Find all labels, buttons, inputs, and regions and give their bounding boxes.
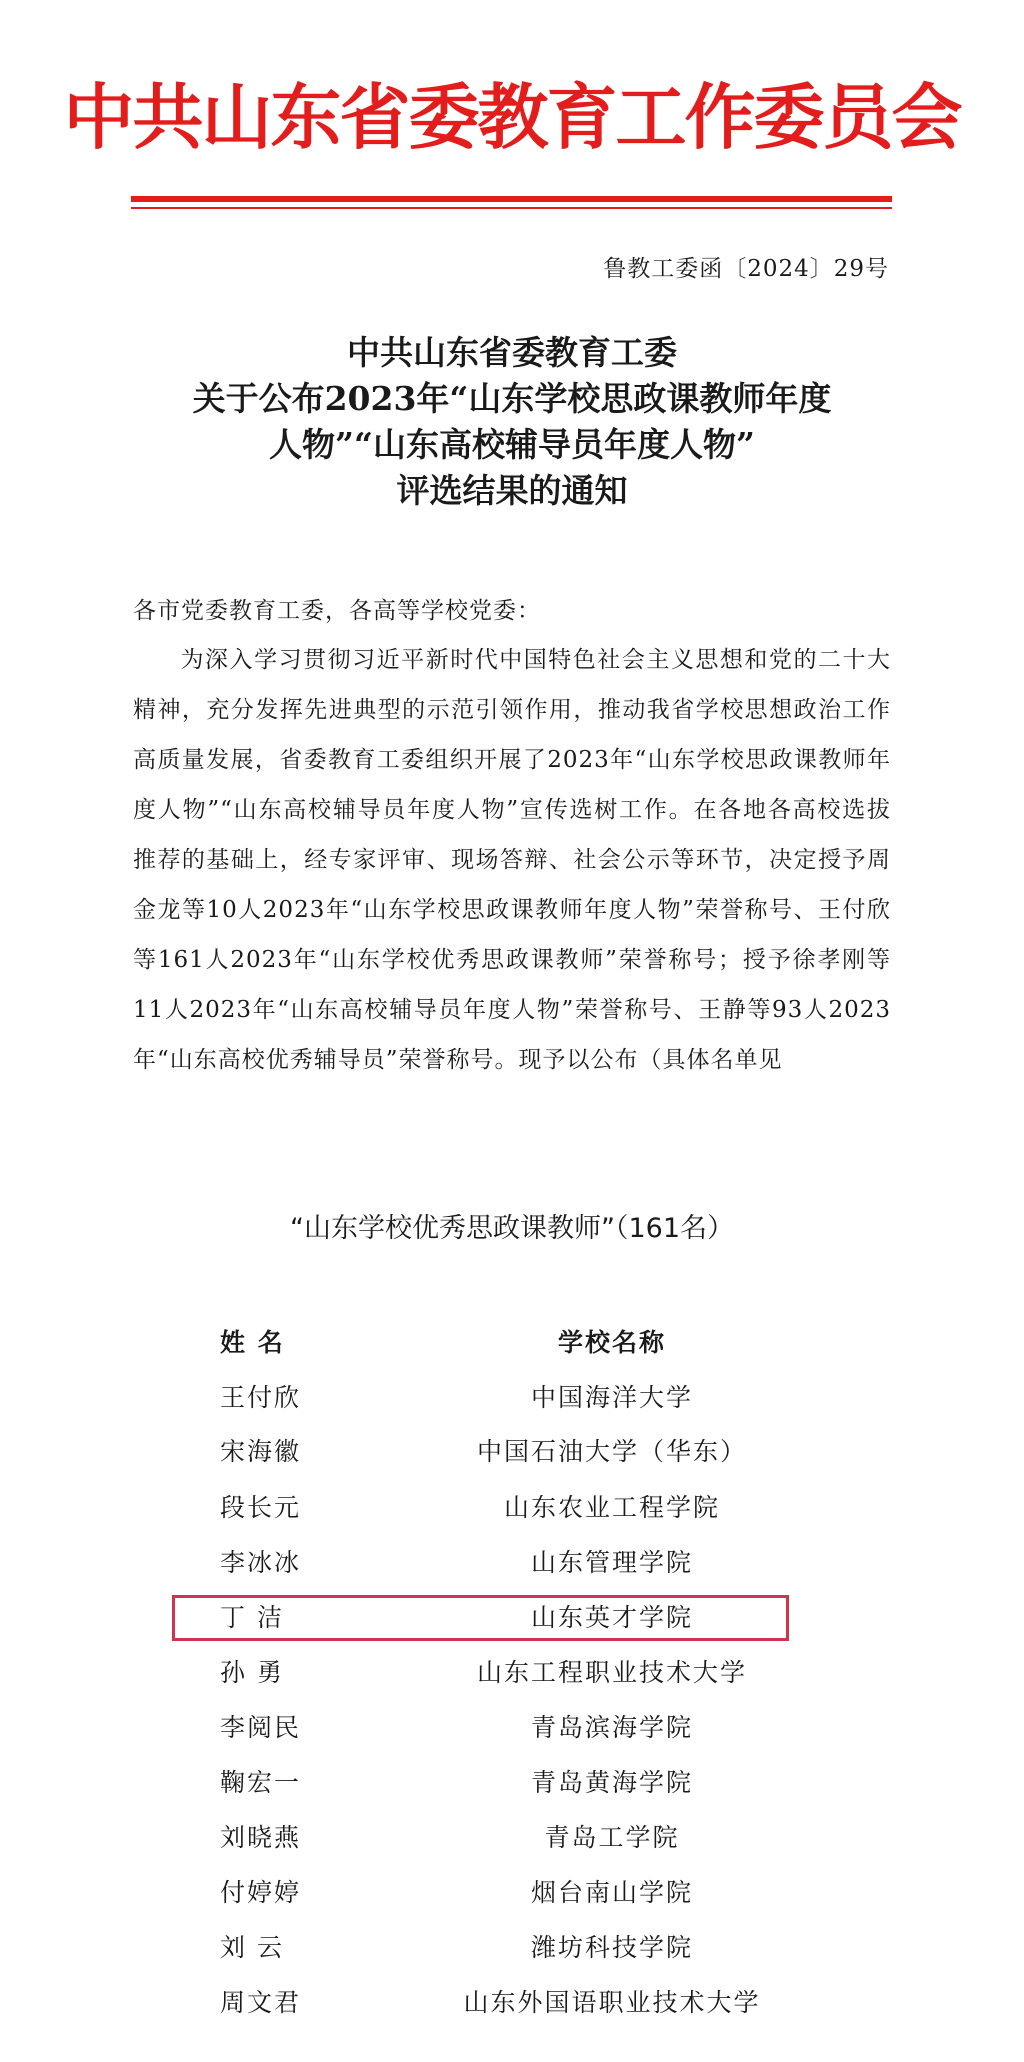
awardee-school: 山东英才学院 <box>530 1603 694 1632</box>
notice-title <box>0 330 1024 514</box>
awardee-name: 王付欣 <box>220 1383 302 1412</box>
awardee-name: 周文君 <box>220 1988 302 2017</box>
awardee-name: 孙 勇 <box>220 1658 284 1687</box>
awardee-school: 青岛黄海学院 <box>530 1768 694 1797</box>
table-row <box>0 1983 1024 2023</box>
awardee-school: 山东外国语职业技术大学 <box>463 1988 761 2017</box>
table-row <box>0 1653 1024 1693</box>
title-line: 中共山东省委教育工委 <box>347 333 677 372</box>
awardee-name: 刘晓燕 <box>220 1823 302 1852</box>
body-paragraph-text: 为深入学习贯彻习近平新时代中国特色社会主义思想和党的二十大精神，充分发挥先进典型的示范引领作用，推动我省学校思想政治工作高质量发展，省委教育工委组织开展了2023年“山东学校思政课教师年度人物”“山东高校辅导员年度人物”宣传选树工作。在各地各高校选拔推荐的基础上，经专家评审、现场答辩、社会公示等环节，决定授予周金龙等10人2023年“山东学校思政课教师年度人物”荣誉称号、王付欣等161人2023年“山东学校优秀思政课教师”荣誉称号；授予徐孝刚等11人2023年“山东高校辅导员年度人物”荣誉称号、王静等93人2023年“山东高校优秀辅导员”荣誉称号。现予以公布（具体名单见 <box>133 647 891 1073</box>
awardee-name: 李冰冰 <box>220 1548 302 1577</box>
awardee-name: 宋海徽 <box>220 1437 302 1466</box>
table-row <box>0 1873 1024 1913</box>
highlight-box <box>172 1595 789 1641</box>
awardee-name: 付婷婷 <box>220 1878 302 1907</box>
header-name: 姓 名 <box>220 1328 285 1357</box>
title-line: 关于公布2023年“山东学校思政课教师年度 <box>192 379 832 418</box>
table-row <box>0 1432 1024 1472</box>
salutation: 各市党委教育工委，各高等学校党委： <box>133 598 541 624</box>
awardee-school: 烟台南山学院 <box>530 1878 694 1907</box>
table-row <box>0 1488 1024 1528</box>
awardee-school: 山东管理学院 <box>530 1548 694 1577</box>
table-row <box>0 1378 1024 1418</box>
list-title: “山东学校优秀思政课教师”（161名） <box>289 1213 734 1244</box>
awardee-school: 青岛工学院 <box>544 1823 680 1852</box>
awardee-school: 青岛滨海学院 <box>530 1713 694 1742</box>
title-line: 评选结果的通知 <box>396 471 628 510</box>
masthead-rule-thin <box>131 207 892 209</box>
table-row <box>0 1708 1024 1748</box>
awardee-school: 山东工程职业技术大学 <box>476 1658 748 1687</box>
awardee-school: 潍坊科技学院 <box>530 1933 694 1962</box>
awardee-name: 李阅民 <box>220 1713 302 1742</box>
document-number: 鲁教工委函〔2024〕29号 <box>603 256 889 282</box>
table-row <box>0 1543 1024 1583</box>
masthead-title: 中共山东省委教育工作委员会 <box>63 76 961 159</box>
awardee-name: 刘 云 <box>220 1933 284 1962</box>
awardee-name: 段长元 <box>220 1493 302 1522</box>
awardee-school: 中国海洋大学 <box>530 1383 694 1412</box>
table-row <box>0 1928 1024 1968</box>
awardee-school: 中国石油大学（华东） <box>476 1437 748 1466</box>
awardee-school: 山东农业工程学院 <box>503 1493 721 1522</box>
title-line: 人物”“山东高校辅导员年度人物” <box>269 425 755 464</box>
header-school: 学校名称 <box>557 1328 667 1357</box>
masthead-rule-thick <box>131 196 892 202</box>
body-paragraph <box>133 635 891 1085</box>
table-row <box>0 1818 1024 1858</box>
awardee-name: 鞠宏一 <box>220 1768 302 1797</box>
table-row <box>0 1763 1024 1803</box>
table-header <box>0 1323 1024 1363</box>
awardee-name: 丁 洁 <box>220 1603 284 1632</box>
